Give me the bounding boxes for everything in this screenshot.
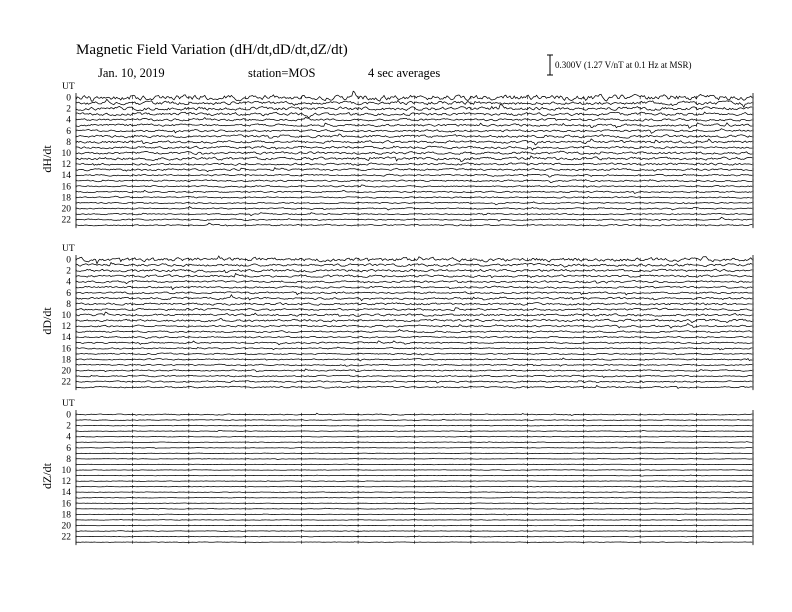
hour-label: 8 <box>66 454 71 465</box>
hour-label: 0 <box>66 93 71 104</box>
scale-bar <box>547 55 692 75</box>
trace-row-21 <box>76 213 752 216</box>
hour-label: 6 <box>66 443 71 454</box>
hour-label: 0 <box>66 410 71 421</box>
trace-row-22 <box>76 217 752 221</box>
hour-label: 14 <box>61 488 71 499</box>
trace-row-13 <box>76 168 752 172</box>
trace-row-14 <box>76 492 752 493</box>
hour-label: 6 <box>66 288 71 299</box>
hour-label: 10 <box>61 466 71 476</box>
trace-row-22 <box>76 536 752 537</box>
trace-row-10 <box>76 151 752 154</box>
hour-label: 2 <box>66 266 71 277</box>
trace-row-8 <box>76 303 752 306</box>
trace-row-5 <box>76 286 752 289</box>
trace-row-3 <box>76 430 752 431</box>
trace-row-6 <box>76 448 752 449</box>
panel-dZ-dt <box>40 399 753 545</box>
trace-row-8 <box>76 458 752 459</box>
averaging-label: 4 sec averages <box>368 66 441 80</box>
trace-row-23 <box>76 542 752 543</box>
hour-label: 22 <box>61 215 71 226</box>
trace-row-19 <box>76 202 752 205</box>
hour-label: 16 <box>61 499 71 510</box>
hour-label: 8 <box>66 299 71 310</box>
trace-row-23 <box>76 223 752 226</box>
hour-label: 12 <box>61 477 71 488</box>
hour-label: 10 <box>61 149 71 159</box>
hour-label: 12 <box>61 322 71 333</box>
trace-row-2 <box>76 269 752 273</box>
panel-dD-dt <box>40 244 753 390</box>
trace-row-15 <box>76 180 752 183</box>
panels <box>40 82 753 545</box>
panel-ylabel: dZ/dt <box>40 463 54 489</box>
trace-row-20 <box>76 369 752 372</box>
hour-label: 16 <box>61 182 71 193</box>
trace-row-21 <box>76 375 752 377</box>
hour-label: 6 <box>66 126 71 137</box>
trace-row-20 <box>76 207 752 210</box>
hour-label: 4 <box>66 277 71 288</box>
hour-label: 0 <box>66 255 71 266</box>
hour-label: 10 <box>61 311 71 321</box>
trace-row-0 <box>76 256 752 264</box>
trace-row-0 <box>76 91 752 101</box>
trace-row-14 <box>76 336 752 338</box>
trace-row-12 <box>76 481 752 482</box>
hour-label: 12 <box>61 160 71 171</box>
trace-row-12 <box>76 163 752 166</box>
trace-row-15 <box>76 341 752 345</box>
trace-row-4 <box>76 280 752 283</box>
hour-label: 16 <box>61 344 71 355</box>
panel-ylabel: dH/dt <box>40 145 54 173</box>
panel-ylabel: dD/dt <box>40 307 54 335</box>
trace-row-23 <box>76 385 752 388</box>
trace-row-2 <box>76 425 752 426</box>
trace-row-3 <box>76 273 752 277</box>
trace-row-15 <box>76 497 752 498</box>
hour-label: 22 <box>61 377 71 388</box>
trace-row-17 <box>76 190 752 193</box>
trace-row-18 <box>76 196 752 198</box>
trace-row-0 <box>76 413 752 415</box>
trace-row-4 <box>76 436 752 437</box>
trace-row-21 <box>76 531 752 532</box>
hour-label: 14 <box>61 171 71 182</box>
trace-row-17 <box>76 353 752 355</box>
trace-row-5 <box>76 123 752 128</box>
trace-row-6 <box>76 129 752 134</box>
trace-row-11 <box>76 319 752 323</box>
trace-row-3 <box>76 112 752 118</box>
trace-row-10 <box>76 470 752 471</box>
trace-row-1 <box>76 419 752 420</box>
panel-dH-dt <box>40 82 753 228</box>
scale-note: 0.300V (1.27 V/nT at 0.1 Hz at MSR) <box>555 60 692 70</box>
trace-row-7 <box>76 295 752 301</box>
hour-label: 18 <box>61 355 71 366</box>
trace-row-13 <box>76 486 752 487</box>
trace-row-19 <box>76 364 752 366</box>
trace-row-13 <box>76 329 752 332</box>
ut-label: UT <box>62 244 75 254</box>
trace-row-14 <box>76 174 752 177</box>
figure-title: Magnetic Field Variation (dH/dt,dD/dt,dZ/dt) <box>76 42 348 58</box>
trace-row-12 <box>76 324 752 329</box>
hour-label: 22 <box>61 532 71 543</box>
trace-row-16 <box>76 185 752 187</box>
hour-label: 2 <box>66 104 71 115</box>
hour-label: 18 <box>61 510 71 521</box>
trace-row-6 <box>76 292 752 295</box>
trace-row-11 <box>76 156 752 162</box>
station-label: station=MOS <box>248 66 316 80</box>
hour-label: 2 <box>66 421 71 432</box>
trace-row-1 <box>76 99 752 107</box>
hour-label: 14 <box>61 333 71 344</box>
trace-row-1 <box>76 263 752 268</box>
trace-row-22 <box>76 381 752 383</box>
trace-row-16 <box>76 347 752 350</box>
ut-label: UT <box>62 399 75 409</box>
trace-row-11 <box>76 475 752 476</box>
trace-row-9 <box>76 464 752 465</box>
trace-row-4 <box>76 117 752 121</box>
trace-row-2 <box>76 104 752 110</box>
hour-label: 20 <box>61 366 71 377</box>
trace-row-5 <box>76 442 752 443</box>
trace-row-7 <box>76 453 752 454</box>
hour-label: 8 <box>66 137 71 148</box>
trace-row-9 <box>76 146 752 150</box>
date-label: Jan. 10, 2019 <box>98 66 165 80</box>
trace-row-7 <box>76 134 752 138</box>
trace-row-9 <box>76 308 752 311</box>
trace-row-20 <box>76 525 752 526</box>
hour-label: 4 <box>66 115 71 126</box>
hour-label: 20 <box>61 521 71 532</box>
hour-label: 4 <box>66 432 71 443</box>
trace-row-18 <box>76 514 752 515</box>
trace-row-17 <box>76 508 752 509</box>
trace-row-8 <box>76 139 752 145</box>
hour-label: 20 <box>61 204 71 215</box>
trace-row-19 <box>76 520 752 521</box>
trace-row-10 <box>76 312 752 316</box>
trace-row-18 <box>76 358 752 361</box>
ut-label: UT <box>62 82 75 92</box>
trace-row-16 <box>76 503 752 504</box>
hour-label: 18 <box>61 193 71 204</box>
